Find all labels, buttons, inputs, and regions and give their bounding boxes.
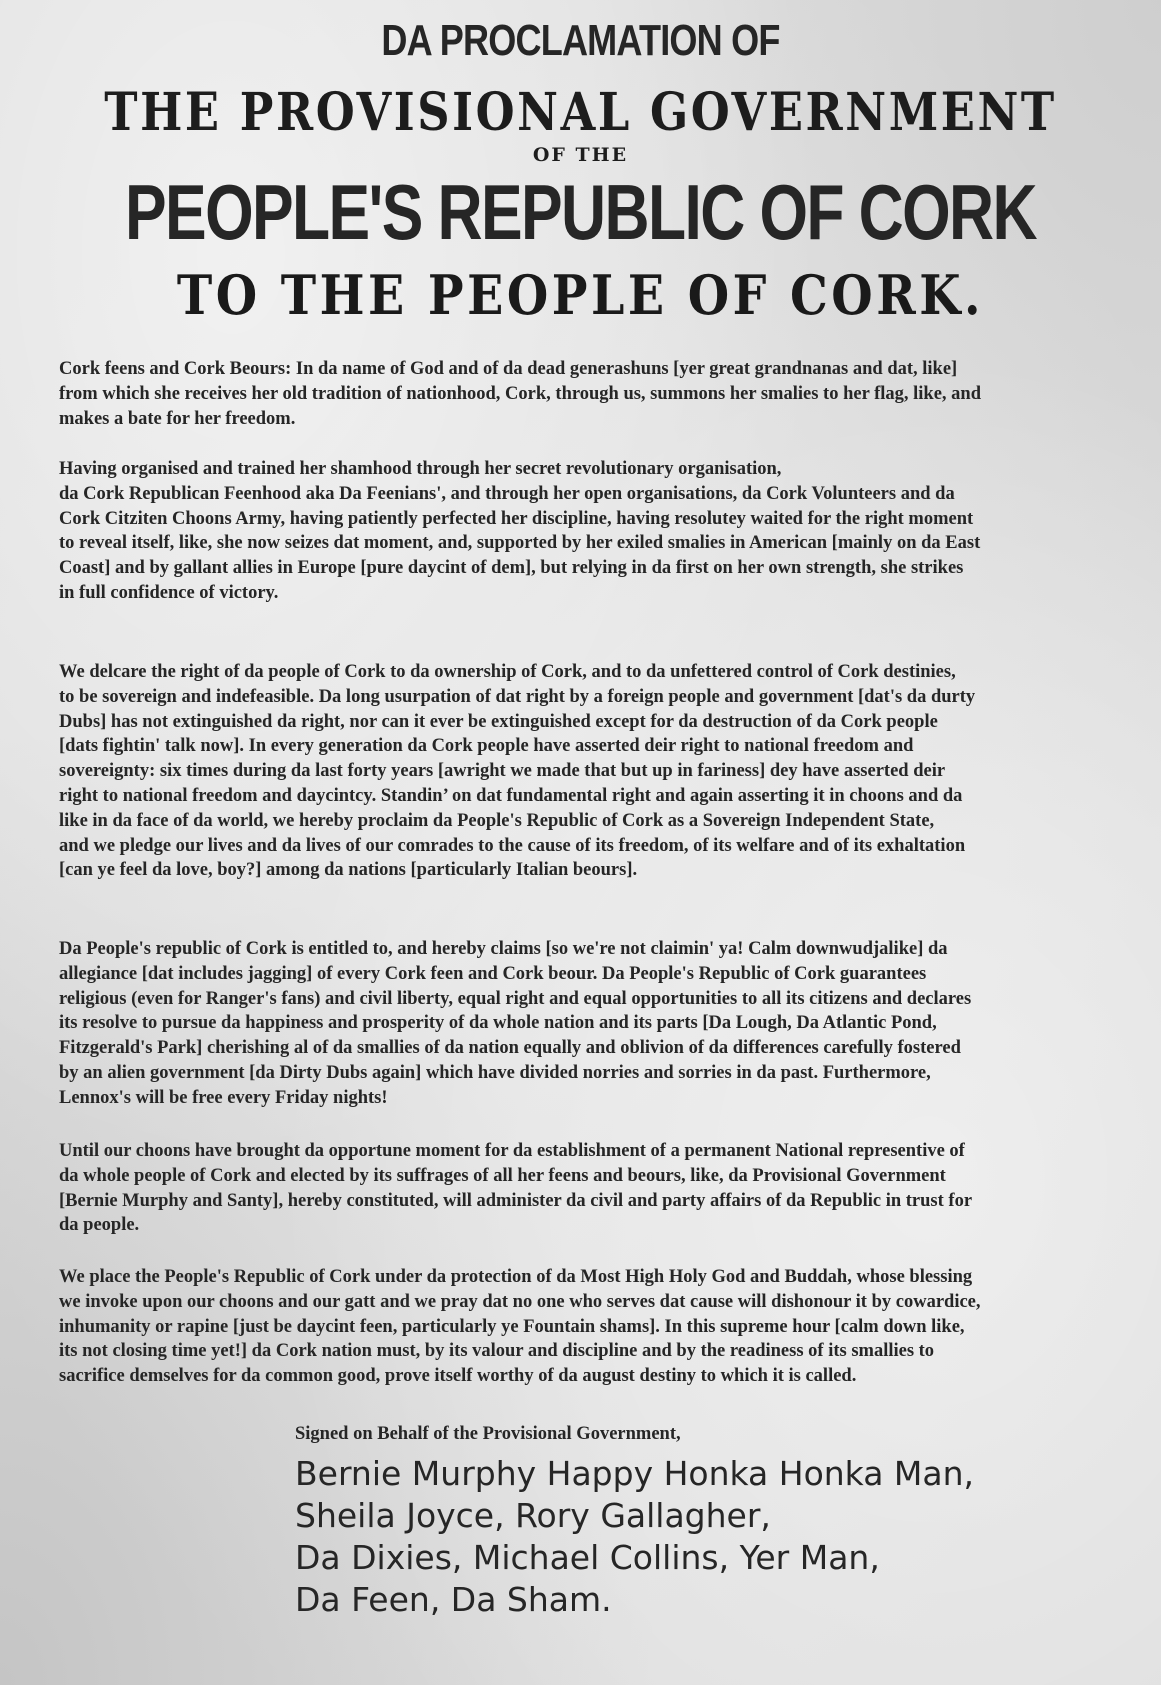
signatory-list [295, 1453, 974, 1621]
paragraph-text: We place the People's Republic of Cork under da protection of da Most High Holy God and Buddah, whose blessing we invoke upon our choons and our gatt and we pray dat no one who serves dat cause will dishonour it by cowardice, inhumanity or rapine [just be daycint feen, particularly ye Fountain shams]. In this supreme hour [calm down like, its not closing time yet!] da Cork nation must, by its valour and discipline and by the readiness of its smallies to sacrifice demselves for da common good, prove itself worthy of da august destiny to which it is called. [59, 1267, 981, 1387]
heading-provisional-government: THE PROVISIONAL GOVERNMENT [104, 82, 1057, 143]
paragraph-text: Until our choons have brought da opportune moment for da establishment of a permanent National representive of da whole people of Cork and elected by its suffrages of all her feens and beours, like, da Provisional Government [Bernie Murphy and Santy], hereby constituted, will administer da civil and party affairs of da Republic in trust for da people. [59, 1141, 973, 1236]
paragraph-provisional-government [59, 1139, 1107, 1238]
paragraph-text: Cork feens and Cork Beours: In da name of God and of da dead generashuns [yer great grandnanas and dat, like] from which she receives her old tradition of nationhood, Cork, through us, summons her smalies to her flag, like, and makes a bate for her freedom. [59, 359, 981, 429]
heading-da-proclamation: DA PROCLAMATION OF [381, 16, 780, 65]
signatory-line: Da Feen, Da Sham. [295, 1580, 612, 1619]
paragraph-text: Da People's republic of Cork is entitled to, and hereby claims [so we're not claimin' ya! Calm downwudjalike] da allegiance [dat includes jagging] of every Cork feen and Cork beour. Da People's Republic of Cork guarantees religious (even for Ranger's fans) and civil liberty, equal right and equal opportunities to all its citizens and declares its resolve to pursue da happiness and prosperity of da whole nation and its parts [Da Lough, Da Atlantic Pond, Fitzgerald's Park] cherishing al of da smallies of da nation equally and oblivion of da differences carefully fostered by an alien government [da Dirty Dubs again] which have divided norries and sorries in da past. Furthermore, Lennox's will be free every Friday nights! [59, 939, 972, 1108]
signature-intro: Signed on Behalf of the Provisional Government, [295, 1424, 681, 1444]
heading-to-the-people: TO THE PEOPLE OF CORK. [176, 263, 985, 327]
paragraph-declaration [59, 660, 1107, 883]
paragraph-text: We delcare the right of da people of Cork to da ownership of Cork, and to da unfettered control of Cork destinies, to be sovereign and indefeasible. Da long usurpation of dat right by a foreign people and government [dat's da durty Dubs] has not extinguished da right, nor can it ever be extinguished except for da destruction of da Cork people [dats fightin' talk now]. In every generation da Cork people have asserted deir right to national freedom and sovereignty: six times during da last forty years [awright we made that but up in fariness] dey have asserted deir right to national freedom and daycintcy. Standin’ on dat fundamental right and again asserting it in choons and da like in da face of da world, we hereby proclaim da People's Republic of Cork as a Sovereign Independent State, and we pledge our lives and da lives of our comrades to the cause of its freedom, of its welfare and of its exhaltation [can ye feel da love, boy?] among da nations [particularly Italian beours]. [59, 662, 976, 881]
signatory-line: Da Dixies, Michael Collins, Yer Man, [295, 1538, 880, 1577]
paragraph-organisation [59, 457, 1107, 606]
signatory-line: Sheila Joyce, Rory Gallagher, [295, 1496, 771, 1535]
paragraph-allegiance [59, 937, 1107, 1111]
paragraph-invocation [59, 357, 1107, 431]
signatory-line: Bernie Murphy Happy Honka Honka Man, [295, 1454, 975, 1493]
paragraph-protection [59, 1265, 1107, 1389]
heading-peoples-republic: PEOPLE'S REPUBLIC OF CORK [125, 168, 1036, 256]
paragraph-text: Having organised and trained her shamhood through her secret revolutionary organisation, da Cork Republican Feenhood aka Da Feenians', and through her open organisations, da Cork Volunteers and da Cork Citziten Choons Army, having patiently perfected her discipline, having resolutey waited for the right moment to reveal itself, like, she now seizes dat moment, and, supported by her exiled smalies in American [mainly on da East Coast] and by gallant allies in Europe [pure daycint of dem], but relying in da first on her own strength, she strikes in full confidence of victory. [59, 459, 981, 603]
heading-of-the: OF THE [532, 144, 629, 166]
